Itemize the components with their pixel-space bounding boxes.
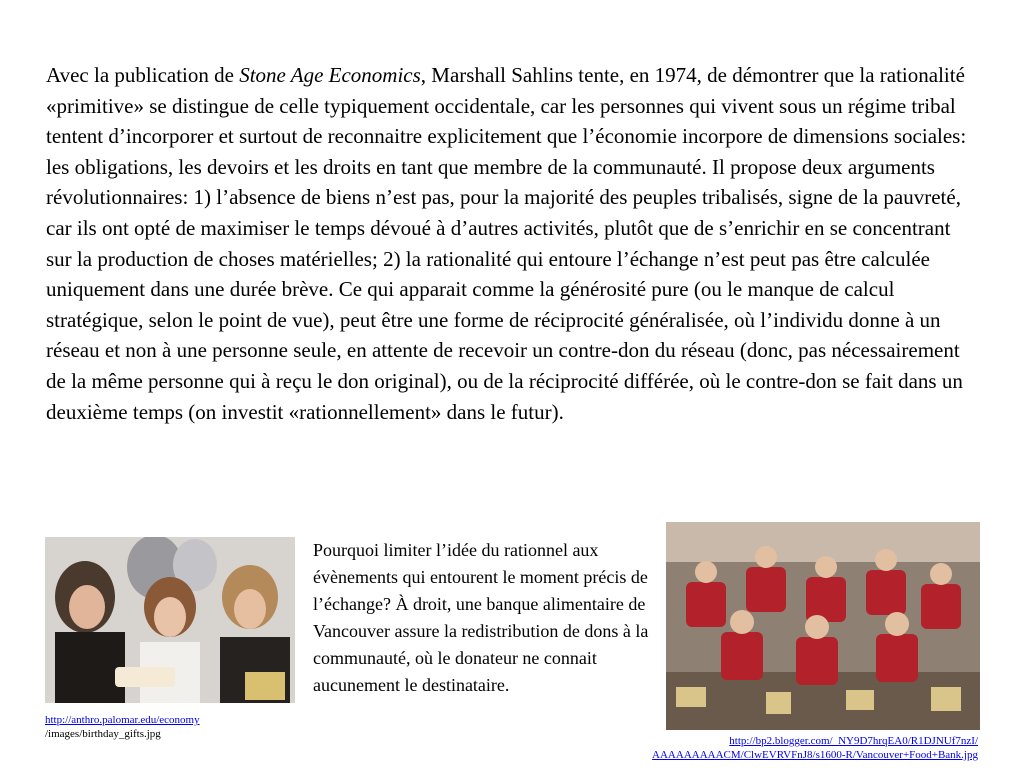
right-caption-link-line1[interactable]: http://bp2.blogger.com/_NY9D7hrqEA0/R1DJNUf7nzI/ (729, 735, 978, 747)
side-text: Pourquoi limiter l’idée du rationnel aux évènements qui entourent le moment précis de l’échange? À droit, une banque alimentaire de Vancouver assure la redistribution de dons à la communauté, où le donateur ne connait aucunement le destinataire. (313, 540, 649, 695)
left-image-caption (45, 713, 305, 741)
main-paragraph (46, 60, 978, 427)
book-title: Stone Age Economics (239, 63, 421, 87)
right-caption-link-line2[interactable]: AAAAAAAAACM/ClwEVRVFnJ8/s1600-R/Vancouver+Food+Bank.jpg (652, 749, 978, 761)
paragraph-body: , Marshall Sahlins tente, en 1974, de démontrer que la rationalité «primitive» se distingue de celle typiquement occidentale, car les personnes qui vivent sous un régime tribal tentent d’incorporer et surtout de reconnaitre explicitement que l’économie incorpore de dimensions sociales: les obligations, les devoirs et les droits en tant que membre de la communauté. Il propose deux arguments révolutionnaires: 1) l’absence de biens n’est pas, pour la majorité des peuples tribalisés, signe de la pauvreté, car ils ont opté de maximiser le temps dévoué à d’autres activités, plutôt que de s’enrichir en se concentrant sur la production de choses matérielles; 2) la rationalité qui entoure l’échange n’est peut pas être calculée uniquement dans une durée brève. Ce qui apparait comme la générosité pure (ou le manque de calcul stratégique, selon le point de vue), peut être une forme de réciprocité généralisée, où l’individu donne à un réseau et non à une personne seule, en attente de recevoir un contre-don du réseau (donc, pas nécessairement de la même personne qui à reçu le don original), ou de la réciprocité différée, où le contre-don se fait dans un deuxième temps (on investit «rationnellement» dans le futur). (46, 63, 967, 424)
right-image-caption (560, 734, 978, 762)
birthday-party-image (45, 537, 295, 703)
vancouver-food-bank-photo (666, 522, 980, 730)
food-bank-image (666, 522, 980, 730)
left-caption-path: /images/birthday_gifts.jpg (45, 728, 161, 740)
paragraph-intro: Avec la publication de (46, 63, 240, 87)
birthday-gifts-photo (45, 537, 295, 703)
left-caption-link[interactable]: http://anthro.palomar.edu/economy (45, 714, 200, 726)
